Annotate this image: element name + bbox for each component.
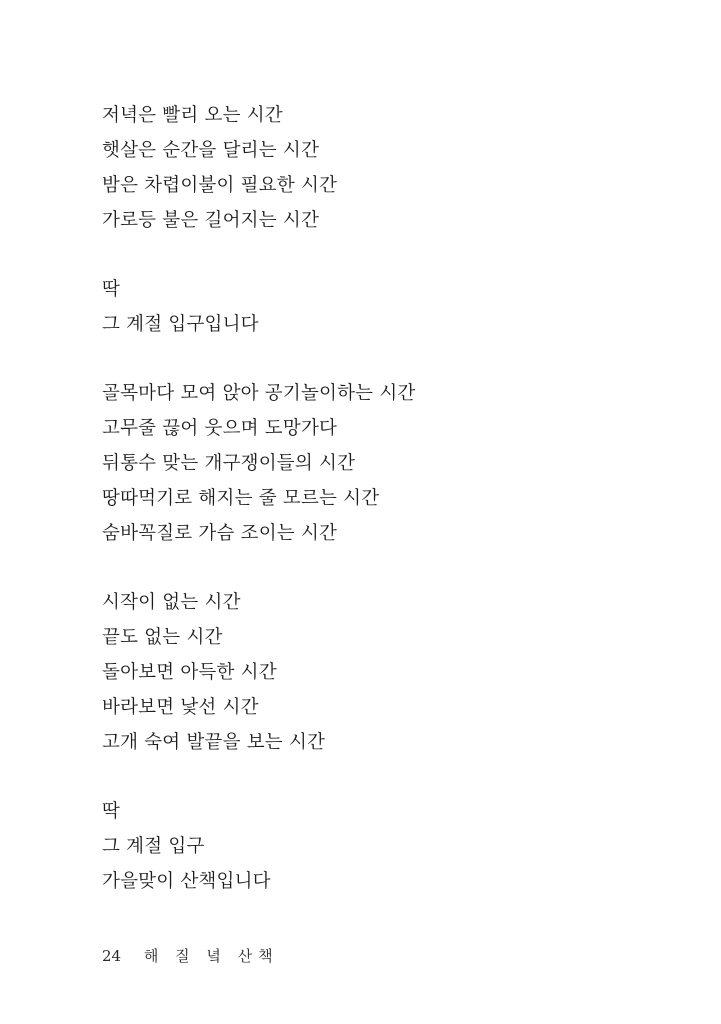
poem-line: 저녁은 빨리 오는 시간 (102, 105, 283, 126)
poem-line: 돌아보면 아득한 시간 (102, 662, 277, 683)
poem-line: 가을맞이 산책입니다 (102, 871, 271, 892)
stanza-gap (102, 760, 662, 794)
page-footer (102, 946, 279, 966)
poem-line: 골목마다 모여 앉아 공기놀이하는 시간 (102, 383, 416, 404)
poem-line: 뒤통수 맞는 개구쟁이들의 시간 (102, 453, 356, 474)
poem-line: 햇살은 순간을 달리는 시간 (102, 140, 320, 161)
stanza-2 (102, 272, 662, 342)
poem-body (102, 98, 662, 899)
poem-line: 고무줄 끊어 웃으며 도망가다 (102, 418, 338, 439)
poem-line: 가로등 불은 길어지는 시간 (102, 210, 320, 231)
stanza-gap (102, 342, 662, 376)
poem-line: 끝도 없는 시간 (102, 627, 223, 648)
poem-line: 땅따먹기로 해지는 줄 모르는 시간 (102, 488, 380, 509)
poem-line: 그 계절 입구입니다 (102, 314, 259, 335)
poem-line: 딱 (102, 801, 121, 822)
page-number: 24 (102, 947, 122, 965)
stanza-5 (102, 794, 662, 899)
stanza-gap (102, 238, 662, 272)
poem-line: 밤은 차렵이불이 필요한 시간 (102, 175, 338, 196)
poem-line: 바라보면 낯선 시간 (102, 697, 259, 718)
stanza-gap (102, 551, 662, 585)
poem-line: 딱 (102, 279, 121, 300)
stanza-1 (102, 98, 662, 238)
stanza-4 (102, 585, 662, 760)
poem-line: 고개 숙여 발끝을 보는 시간 (102, 732, 326, 753)
poem-line: 숨바꼭질로 가슴 조이는 시간 (102, 523, 338, 544)
poem-line: 시작이 없는 시간 (102, 592, 241, 613)
book-title: 해 질 녘 산책 (143, 947, 279, 965)
poem-line: 그 계절 입구 (102, 836, 205, 857)
stanza-3 (102, 376, 662, 551)
